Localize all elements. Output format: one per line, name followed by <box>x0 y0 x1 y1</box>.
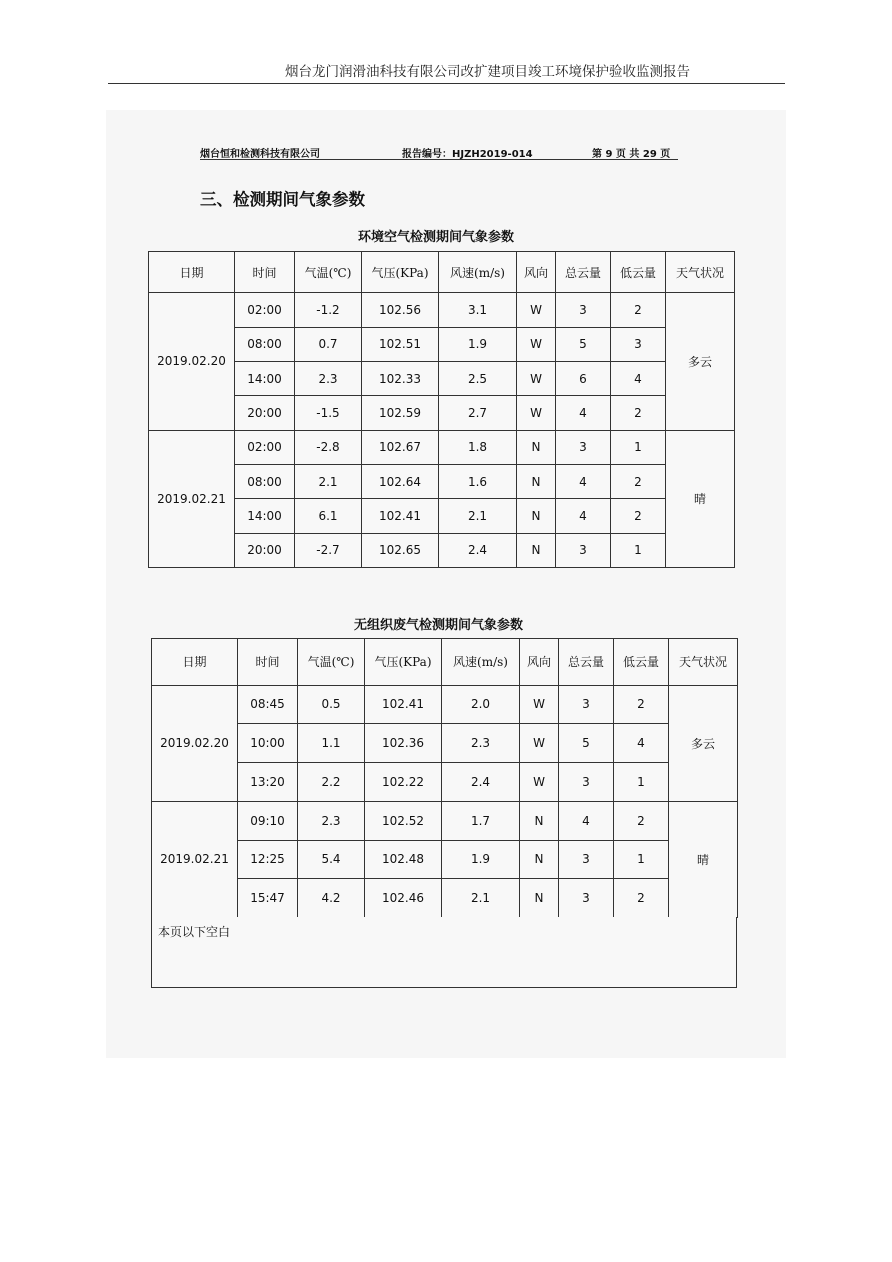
column-header: 时间 <box>238 639 298 686</box>
section-title: 三、检测期间气象参数 <box>200 190 365 209</box>
data-cell: 6 <box>556 361 611 395</box>
data-cell: W <box>520 724 559 763</box>
table-row <box>152 801 738 840</box>
data-cell: 1.1 <box>298 724 365 763</box>
data-cell: 4 <box>556 396 611 430</box>
column-header: 日期 <box>149 252 235 293</box>
data-cell: 102.65 <box>362 533 439 567</box>
data-cell: 102.51 <box>362 327 439 361</box>
weather-cell: 晴 <box>669 801 738 917</box>
data-cell: 4.2 <box>298 879 365 918</box>
table-row <box>149 361 735 395</box>
data-cell: 102.67 <box>362 430 439 464</box>
data-cell: 2 <box>614 879 669 918</box>
data-cell: 1.6 <box>439 464 517 498</box>
data-cell: W <box>517 396 556 430</box>
air-weather-table <box>148 251 735 568</box>
table-row <box>149 327 735 361</box>
data-cell: 3 <box>559 879 614 918</box>
column-header: 日期 <box>152 639 238 686</box>
column-header: 风速(m/s) <box>442 639 520 686</box>
column-header: 风向 <box>520 639 559 686</box>
report-number: 报告编号：HJZH2019-014 <box>402 149 533 160</box>
data-cell: 5 <box>559 724 614 763</box>
data-cell: 102.22 <box>365 763 442 802</box>
data-cell: -2.8 <box>295 430 362 464</box>
column-header: 低云量 <box>614 639 669 686</box>
data-cell: 2.7 <box>439 396 517 430</box>
data-cell: N <box>517 464 556 498</box>
table2-title: 无组织废气检测期间气象参数 <box>354 618 524 633</box>
data-cell: 102.52 <box>365 801 442 840</box>
weather-cell: 多云 <box>666 293 735 430</box>
weather-cell: 多云 <box>669 685 738 801</box>
data-cell: 2.3 <box>442 724 520 763</box>
data-cell: 102.41 <box>362 499 439 533</box>
data-cell: 2.4 <box>442 763 520 802</box>
data-cell: N <box>517 430 556 464</box>
data-cell: 2.2 <box>298 763 365 802</box>
data-cell: 08:00 <box>235 327 295 361</box>
data-cell: 102.46 <box>365 879 442 918</box>
data-cell: 2.0 <box>442 685 520 724</box>
data-cell: N <box>517 499 556 533</box>
column-header: 风速(m/s) <box>439 252 517 293</box>
data-cell: -2.7 <box>295 533 362 567</box>
data-cell: -1.5 <box>295 396 362 430</box>
data-cell: 02:00 <box>235 293 295 327</box>
data-cell: 1 <box>614 763 669 802</box>
column-header: 天气状况 <box>669 639 738 686</box>
table-row <box>152 685 738 724</box>
data-cell: 2 <box>611 499 666 533</box>
data-cell: 2.1 <box>295 464 362 498</box>
data-cell: 02:00 <box>235 430 295 464</box>
data-cell: 3 <box>559 840 614 879</box>
data-cell: 3.1 <box>439 293 517 327</box>
table-row <box>149 396 735 430</box>
data-cell: 1.9 <box>442 840 520 879</box>
data-cell: 1.7 <box>442 801 520 840</box>
data-cell: 4 <box>556 464 611 498</box>
data-cell: 4 <box>559 801 614 840</box>
data-cell: W <box>517 293 556 327</box>
date-cell: 2019.02.20 <box>152 685 238 801</box>
data-cell: 08:00 <box>235 464 295 498</box>
data-cell: 102.33 <box>362 361 439 395</box>
data-cell: 1 <box>614 840 669 879</box>
scan-header <box>200 143 678 160</box>
data-cell: 2.1 <box>442 879 520 918</box>
page-info: 第 9 页 共 29 页 <box>592 149 671 160</box>
data-cell: 102.41 <box>365 685 442 724</box>
table-row <box>152 879 738 918</box>
data-cell: 14:00 <box>235 499 295 533</box>
data-cell: 15:47 <box>238 879 298 918</box>
data-cell: 14:00 <box>235 361 295 395</box>
data-cell: 4 <box>614 724 669 763</box>
column-header: 低云量 <box>611 252 666 293</box>
data-cell: 1 <box>611 533 666 567</box>
data-cell: N <box>520 879 559 918</box>
data-cell: 102.56 <box>362 293 439 327</box>
data-cell: 1 <box>611 430 666 464</box>
data-cell: 2 <box>611 293 666 327</box>
data-cell: W <box>520 763 559 802</box>
data-cell: N <box>520 801 559 840</box>
table-row <box>149 499 735 533</box>
data-cell: 102.59 <box>362 396 439 430</box>
data-cell: 3 <box>559 763 614 802</box>
data-cell: 3 <box>556 293 611 327</box>
data-cell: 3 <box>559 685 614 724</box>
column-header: 气压(KPa) <box>365 639 442 686</box>
blank-note: 本页以下空白 <box>158 925 231 939</box>
blank-note-box <box>151 917 737 988</box>
data-cell: 3 <box>556 533 611 567</box>
data-cell: 102.48 <box>365 840 442 879</box>
data-cell: 08:45 <box>238 685 298 724</box>
date-cell: 2019.02.21 <box>152 801 238 917</box>
data-cell: N <box>517 533 556 567</box>
column-header: 气温(℃) <box>298 639 365 686</box>
data-cell: 13:20 <box>238 763 298 802</box>
data-cell: 2.4 <box>439 533 517 567</box>
data-cell: 5.4 <box>298 840 365 879</box>
header-row <box>152 639 738 686</box>
data-cell: 20:00 <box>235 533 295 567</box>
data-cell: 6.1 <box>295 499 362 533</box>
table-row <box>149 533 735 567</box>
data-cell: 2 <box>611 396 666 430</box>
header-row <box>149 252 735 293</box>
data-cell: N <box>520 840 559 879</box>
data-cell: 102.64 <box>362 464 439 498</box>
column-header: 风向 <box>517 252 556 293</box>
data-cell: 3 <box>556 430 611 464</box>
data-cell: 2.3 <box>298 801 365 840</box>
weather-cell: 晴 <box>666 430 735 567</box>
data-cell: W <box>517 327 556 361</box>
date-cell: 2019.02.20 <box>149 293 235 430</box>
date-cell: 2019.02.21 <box>149 430 235 567</box>
data-cell: 2.3 <box>295 361 362 395</box>
data-cell: 1.8 <box>439 430 517 464</box>
document-header: 烟台龙门润滑油科技有限公司改扩建项目竣工环境保护验收监测报告 <box>108 60 785 84</box>
data-cell: 20:00 <box>235 396 295 430</box>
data-cell: 1.9 <box>439 327 517 361</box>
data-cell: W <box>517 361 556 395</box>
fugitive-gas-weather-table <box>151 638 738 918</box>
table-row <box>149 293 735 327</box>
column-header: 总云量 <box>559 639 614 686</box>
table-row <box>152 724 738 763</box>
data-cell: 09:10 <box>238 801 298 840</box>
data-cell: 2.1 <box>439 499 517 533</box>
data-cell: 0.5 <box>298 685 365 724</box>
data-cell: 3 <box>611 327 666 361</box>
data-cell: W <box>520 685 559 724</box>
column-header: 天气状况 <box>666 252 735 293</box>
data-cell: 2 <box>611 464 666 498</box>
data-cell: 2 <box>614 685 669 724</box>
column-header: 时间 <box>235 252 295 293</box>
table-row <box>149 464 735 498</box>
data-cell: 2.5 <box>439 361 517 395</box>
column-header: 气压(KPa) <box>362 252 439 293</box>
data-cell: 4 <box>556 499 611 533</box>
data-cell: 2 <box>614 801 669 840</box>
company-name: 烟台恒和检测科技有限公司 <box>200 149 320 160</box>
column-header: 总云量 <box>556 252 611 293</box>
data-cell: 4 <box>611 361 666 395</box>
data-cell: 5 <box>556 327 611 361</box>
data-cell: 102.36 <box>365 724 442 763</box>
table-row <box>152 763 738 802</box>
data-cell: 12:25 <box>238 840 298 879</box>
data-cell: 0.7 <box>295 327 362 361</box>
table1-title: 环境空气检测期间气象参数 <box>358 230 515 245</box>
table-row <box>152 840 738 879</box>
data-cell: -1.2 <box>295 293 362 327</box>
column-header: 气温(℃) <box>295 252 362 293</box>
data-cell: 10:00 <box>238 724 298 763</box>
table-row <box>149 430 735 464</box>
